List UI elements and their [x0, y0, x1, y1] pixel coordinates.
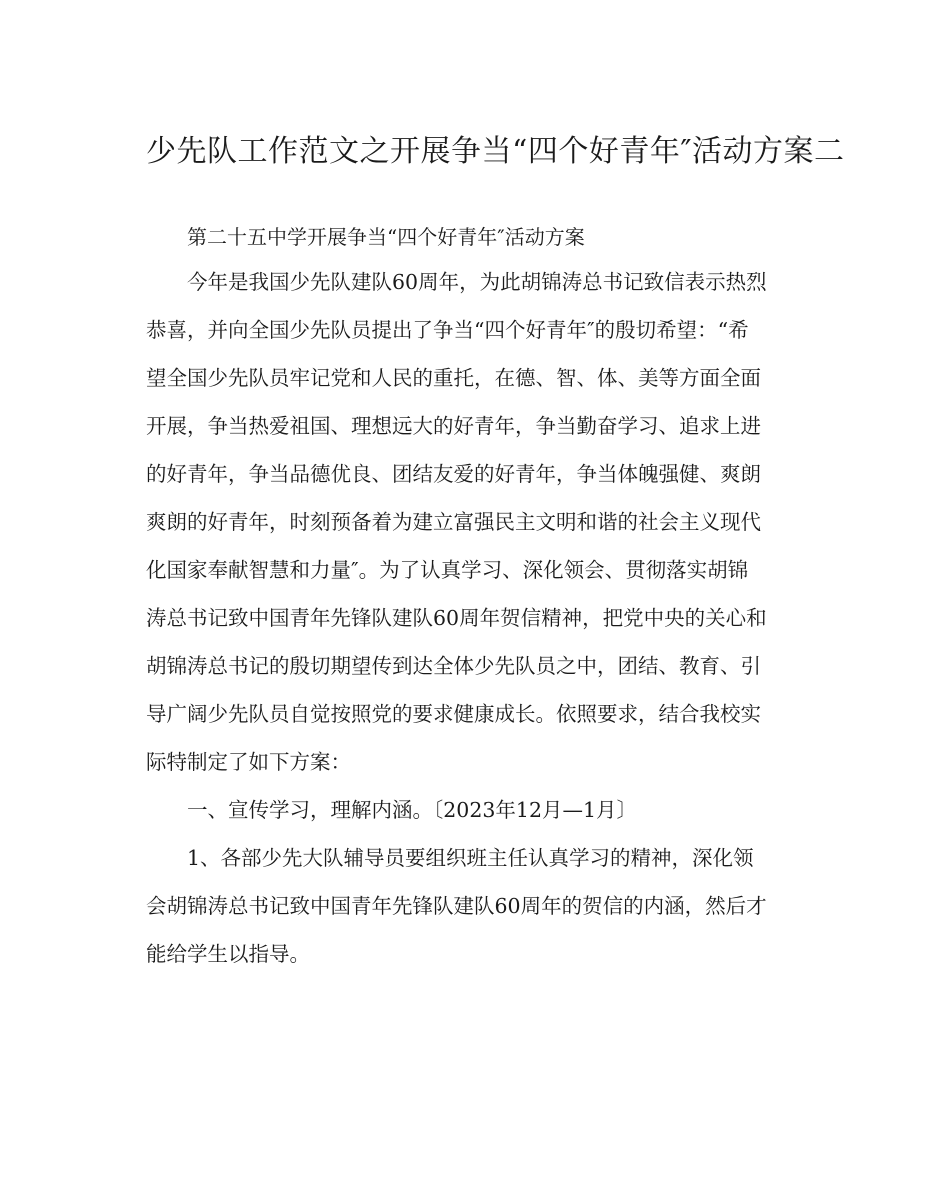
- paragraph-line: 1、各部少先大队辅导员要组织班主任认真学习的精神，深化领: [187, 846, 754, 870]
- paragraph-line: 今年是我国少先队建队60周年，为此胡锦涛总书记致信表示热烈: [187, 270, 767, 294]
- paragraph-line: 会胡锦涛总书记致中国青年先锋队建队60周年的贺信的内涵，然后才: [146, 894, 767, 918]
- paragraph-line: 导广阔少先队员自觉按照党的要求健康成长。依照要求，结合我校实: [146, 702, 761, 726]
- paragraph-line: 望全国少先队员牢记党和人民的重托，在德、智、体、美等方面全面: [146, 366, 761, 390]
- paragraph-line: 爽朗的好青年，时刻预备着为建立富强民主文明和谐的社会主义现代: [146, 510, 761, 534]
- paragraph-line: 化国家奉献智慧和力量″。为了认真学习、深化领会、贯彻落实胡锦: [146, 558, 749, 582]
- paragraph-line: 恭喜，并向全国少先队员提出了争当“四个好青年″的殷切希望：“希: [146, 318, 749, 342]
- paragraph-line: 际特制定了如下方案：: [146, 750, 351, 774]
- document-subtitle: 第二十五中学开展争当“四个好青年″活动方案: [187, 225, 585, 249]
- section-heading: 一、宣传学习，理解内涵。〔2023年12月—1月〕: [187, 798, 638, 822]
- paragraph-line: 涛总书记致中国青年先锋队建队60周年贺信精神，把党中央的关心和: [146, 606, 767, 630]
- paragraph-line: 的好青年，争当品德优良、团结友爱的好青年，争当体魄强健、爽朗: [146, 462, 761, 486]
- paragraph-line: 开展，争当热爱祖国、理想远大的好青年，争当勤奋学习、追求上进: [146, 414, 761, 438]
- paragraph-line: 能给学生以指导。: [146, 942, 310, 966]
- paragraph-line: 胡锦涛总书记的殷切期望传到达全体少先队员之中，团结、教育、引: [146, 654, 761, 678]
- document-title: 少先队工作范文之开展争当“四个好青年″活动方案二: [146, 134, 845, 169]
